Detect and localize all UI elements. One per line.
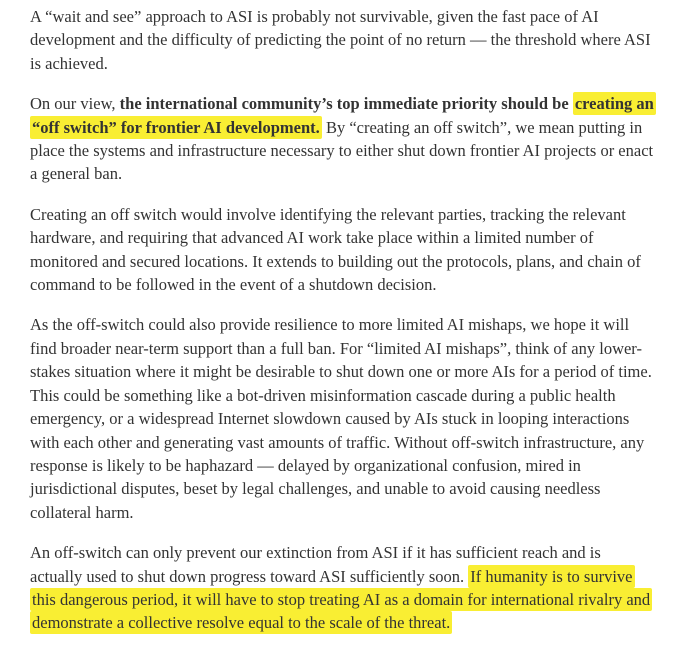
paragraph — [30, 203, 654, 297]
text-run: An off-switch can only prevent our extinction from ASI if it has sufficient reach and is actually used to shut down progress toward ASI sufficiently soon. — [30, 543, 601, 586]
highlighted-text: If humanity is to survive this dangerous period, it will have to stop treating AI as a domain for international rivalry and demonstrate a collective resolve equal to the scale of the threat. — [32, 566, 651, 633]
paragraph — [30, 541, 654, 635]
bold-text: the international community’s top immediate priority should be — [119, 94, 573, 114]
highlighted-text: creating an “off switch” for frontier AI development. — [32, 94, 654, 137]
text-run: A “wait and see” approach to ASI is probably not survivable, given the fast pace of AI development and the difficulty of predicting the point of no return — the threshold where ASI is achieved. — [30, 7, 651, 73]
text-run: By “creating an off switch”, we mean putting in place the systems and infrastructure necessary to either shut down frontier AI projects or enact a general ban. — [30, 117, 654, 184]
paragraph — [30, 313, 654, 524]
paragraph — [30, 92, 654, 186]
text-run: Creating an off switch would involve identifying the relevant parties, tracking the relevant hardware, and requiring that advanced AI work take place within a limited number of monitored and secured locations. It extends to building out the protocols, plans, and chain of command to be followed in the event of a shutdown decision. — [30, 204, 641, 295]
paragraph — [30, 5, 654, 75]
text-run: As the off-switch could also provide resilience to more limited AI mishaps, we hope it will find broader near-term support than a full ban. For “limited AI mishaps”, think of any lower-stakes situation where it might be desirable to shut down one or more AIs for a period of time. This could be something like a bot-driven misinformation cascade during a public health emergency, or a widespread Internet slowdown caused by AIs stuck in looping interactions with each other and generating vast amounts of traffic. Without off-switch infrastructure, any response is likely to be haphazard — delayed by organizational confusion, mired in jurisdictional disputes, beset by legal challenges, and unable to avoid causing needless collateral harm. — [30, 315, 652, 522]
text-run: On our view, — [30, 94, 120, 114]
